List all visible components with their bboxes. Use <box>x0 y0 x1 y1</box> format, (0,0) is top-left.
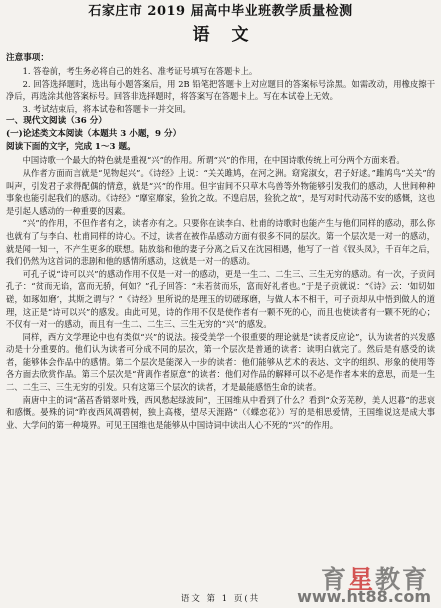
passage-paragraph: 同样，西方文学理论中也有类似“兴”的说法。接受美学一个很重要的理论就是“读者反应论”，认为读者的兴发感动是十分重要的。他们认为读者可分成不同的层次，第一个层次是普通的读者：读明白就完了。然后是有感受的读者，能够体会作品中的感情。第二个层次是能深入一步的读者：他们能够从艺术的表达、文字的组织、形象的使用等各方面去欣赏作品。第三个层次是“背离作者原意”的读者：他们对作品的解释可以不必是作者本来的意思，而是一生二、二生三、三生无穷的引发。只有这第三个层次的读者，才是最能感悟生命的读者。 <box>6 331 435 393</box>
passage-paragraph: 从作者方面而言就是“见物起兴”。《诗经》上说：“关关雎鸠，在河之洲。窈窕淑女，君子好逑。”雎鸠鸟“关关”的叫声，引发君子求得配偶的情意，就是“兴”的作用。但宇宙间不只草木鸟兽等外物能够引发我们的感动，人世间种种事象也能引起我们的感动。《诗经》“靡室靡家，猃狁之故。不遑启居，猃狁之故”，是写对时代动荡不安的感慨，这也是引起人感动的一种重要的因素。 <box>6 167 435 216</box>
watermark-url: www.ht88.com <box>297 587 431 606</box>
reading-section <box>6 115 435 431</box>
exam-title: 石家庄市 2019 届高中毕业班教学质量检测 <box>88 4 353 19</box>
watermark-logo: 育星教育 <box>320 565 429 594</box>
notice-heading: 注意事项： <box>6 53 49 63</box>
exam-page <box>6 3 435 431</box>
subject-title: 语文 <box>192 25 271 45</box>
section-heading: 一、现代文阅读（36 分） <box>6 116 107 127</box>
subsection-heading: (一)论述类文本阅读（本题共 3 小题，9 分） <box>6 129 182 140</box>
reading-instruction: 阅读下面的文字，完成 1～3 题。 <box>6 142 136 153</box>
passage-paragraph: 南唐中主的词“菡萏香销翠叶残，西风愁起绿波间”，王国维从中看到了什么？看到“众芳芜秽，美人迟暮”的悲哀和感慨。晏殊的词“昨夜西风凋碧树，独上高楼，望尽天涯路”（《蝶恋花》）写的是相思爱情，王国维说这是成大事业、大学问的第一种境界。可见王国维也是能够从中国诗词中读出人心不死的“兴”的作用。 <box>6 394 435 430</box>
passage-paragraph: 可孔子说“诗可以兴”的感动作用不仅是一对一的感动，更是一生二、二生三、三生无穷的感动。有一次，子贡问孔子：“贫而无谄，富而无骄，何如？”孔子回答：“未若贫而乐，富而好礼者也。”于是子贡就说：“《诗》云：‘如切如磋，如琢如磨’，其斯之谓与？”《诗经》里所说的是理玉的切磋琢磨，与做人本不相干，可子贡却从中悟到做人的道理，这正是“诗可以兴”的感发。由此可见，诗的作用不仅是使作者有一颗不死的心，而且也使读者有一颗不死的心；不仅有一对一的感动，而且有一生二、二生三、三生无穷的“兴”的感发。 <box>6 268 435 330</box>
page-footer: 语文 第 1 页(共 <box>180 594 261 604</box>
notice-section <box>6 52 435 115</box>
notice-item: 3. 考试结束后，将本试卷和答题卡一并交回。 <box>22 103 191 114</box>
site-watermark <box>267 560 437 606</box>
notice-item: 2. 回答选择题时，选出每小题答案后，用 2B 铅笔把答题卡上对应题目的答案标号涂黑。如需改动，用橡皮擦干净后，再选涂其他答案标号。回答非选择题时，将答案写在答题卡上。写在本试卷上无效。 <box>6 78 435 102</box>
passage-paragraph: 中国诗歌一个最大的特色就是重视“兴”的作用。所谓“兴”的作用，在中国诗歌传统上可分两个方面来看。 <box>22 155 405 166</box>
passage-paragraph: “兴”的作用，不但作者有之，读者亦有之。只要你在读李白、杜甫的诗歌时也能产生与他们同样的感动，那么你也就有了与李白、杜甫同样的诗心。不过，读者在被作品感动方面有很多不同的层次。第一个层次是一对一的感动，就是闻一知一，不产生更多的联想。陆放翁和他的妻子分离之后又在沈园相遇，他写了一首《钗头凤》，千百年之后，我们仍然为这首词的悲剧和他的感情所感动，这就是一对一的感动。 <box>6 218 435 267</box>
notice-item: 1. 答卷前，考生务必将自己的姓名、准考证号填写在答题卡上。 <box>22 66 258 76</box>
